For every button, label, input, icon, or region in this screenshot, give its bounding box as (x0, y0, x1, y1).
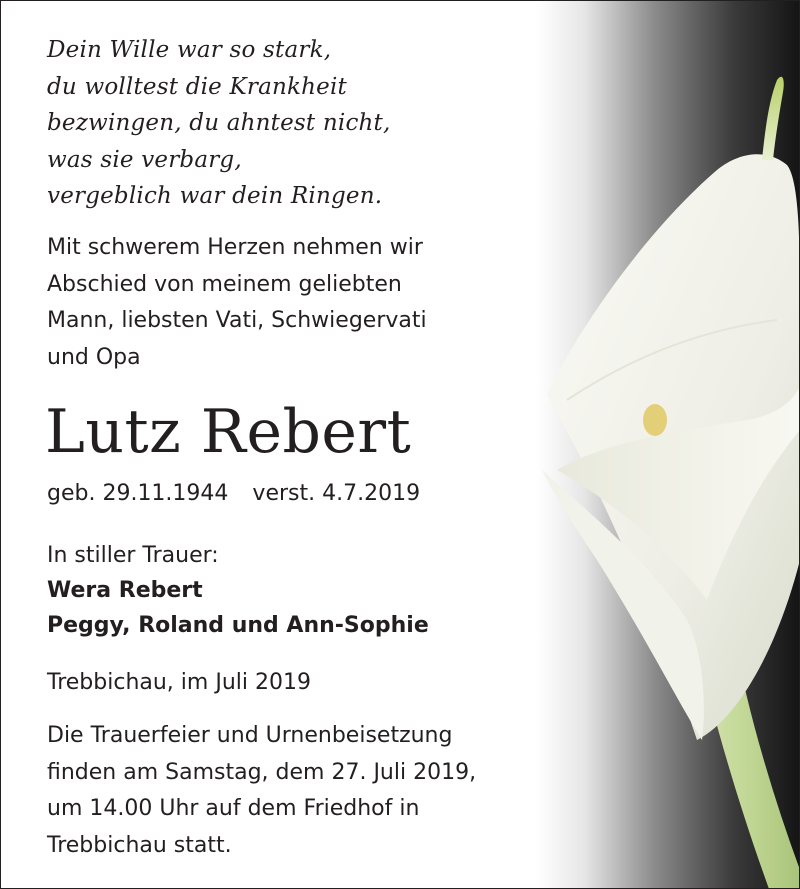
intro-line: Mit schwerem Herzen nehmen wir (47, 235, 423, 260)
deceased-name: Lutz Rebert (45, 397, 412, 467)
mourners-heading: In stiller Trauer: (47, 543, 219, 568)
ceremony-line: Die Trauerfeier und Urnenbeisetzung (47, 723, 453, 748)
mourner-name: Peggy, Roland und Ann-Sophie (47, 613, 429, 638)
mourner-name: Wera Rebert (47, 578, 203, 603)
intro-line: Abschied von meinem geliebten (47, 271, 402, 297)
poem-line: vergeblich war dein Ringen. (47, 183, 383, 209)
ceremony-line: um 14.00 Uhr auf dem Friedhof in (47, 796, 420, 821)
ceremony-line: finden am Samstag, dem 27. Juli 2019, (47, 759, 477, 785)
death-date: verst. 4.7.2019 (252, 481, 421, 506)
ceremony-line: Trebbichau statt. (47, 832, 232, 858)
intro-text (47, 230, 427, 376)
poem-line: Dein Wille war so stark, (47, 37, 332, 63)
poem-line: bezwingen, du ahntest nicht, (47, 110, 391, 136)
birth-date: geb. 29.11.1944 (47, 481, 229, 506)
place-date: Trebbichau, im Juli 2019 (47, 670, 311, 695)
ceremony-info (47, 718, 476, 864)
intro-line: und Opa (47, 344, 141, 370)
calla-lily-icon (537, 0, 800, 889)
mourners-block (47, 538, 429, 643)
poem-line: was sie verbarg, (47, 146, 242, 173)
poem-line: du wolltest die Krankheit (47, 73, 347, 100)
intro-line: Mann, liebsten Vati, Schwiegervati (47, 308, 427, 333)
poem (47, 32, 391, 215)
calla-lily-image (537, 0, 800, 889)
life-dates (47, 477, 420, 511)
